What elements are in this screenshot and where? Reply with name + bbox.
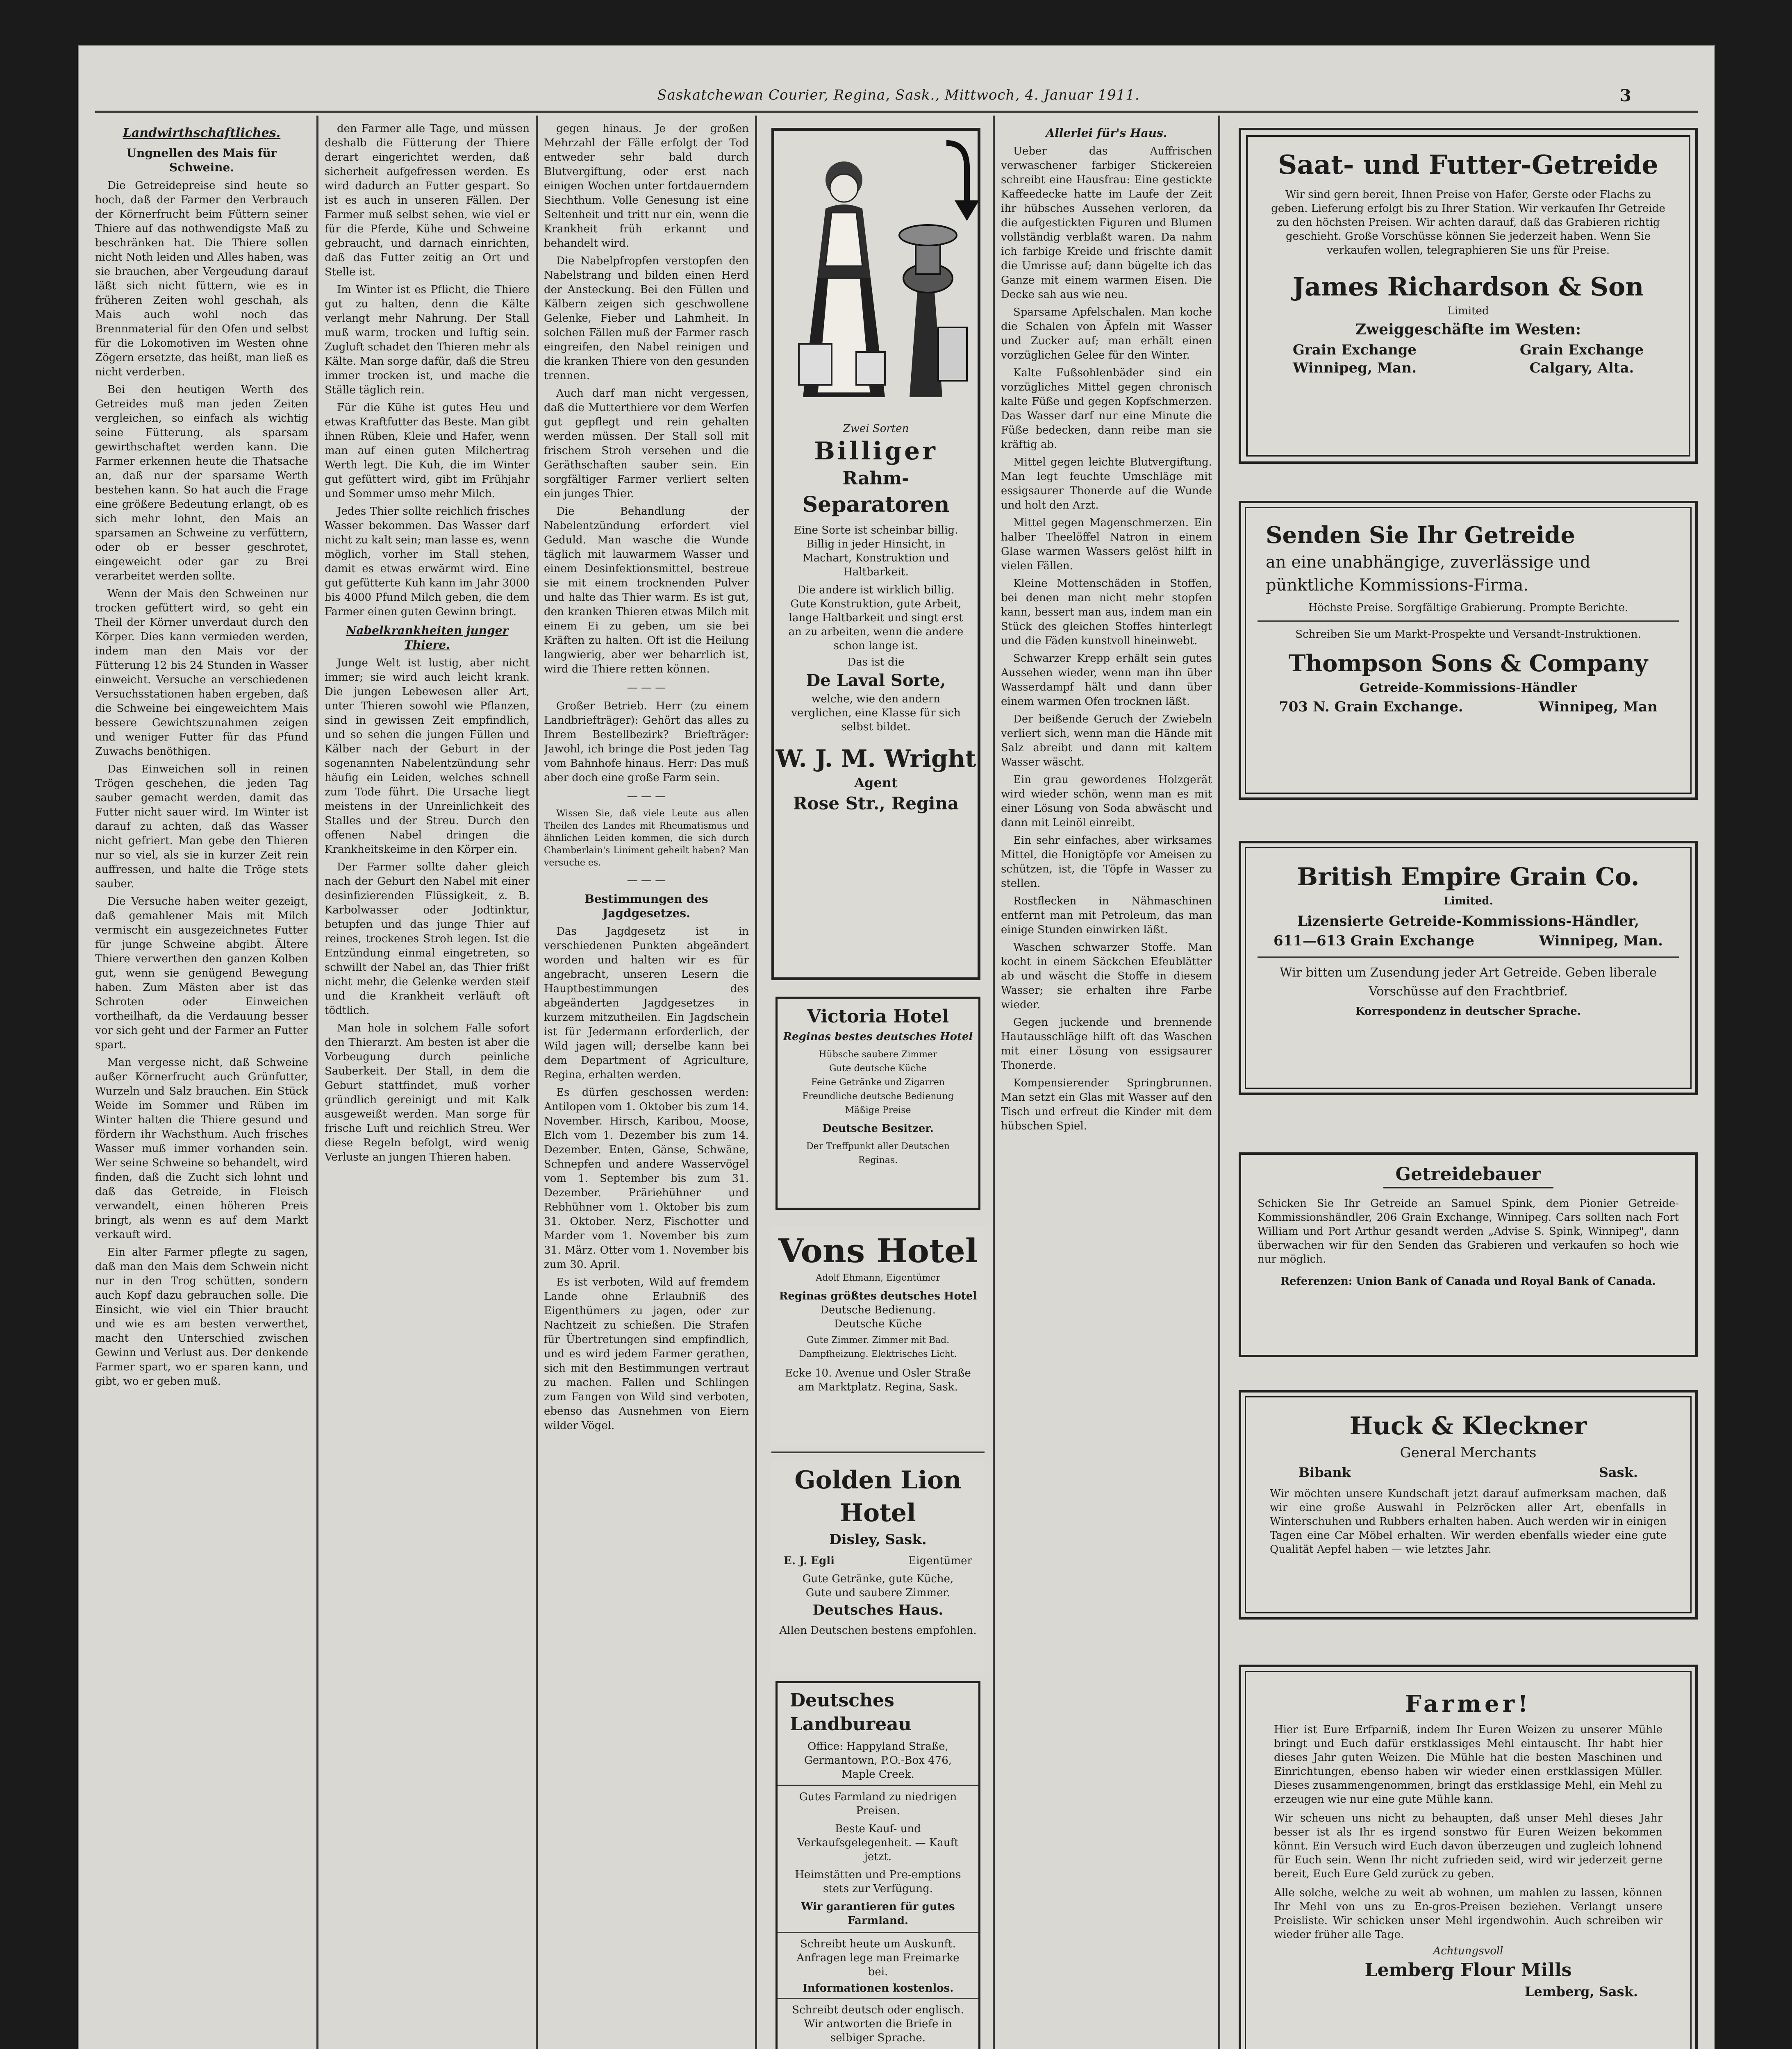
ad-headline: Farmer! <box>1405 1690 1531 1717</box>
column-rule <box>993 116 995 2049</box>
thompson-ad <box>1239 501 1698 800</box>
ad-text: Zweiggeschäfte im Westen: <box>1355 321 1581 338</box>
paragraph: Es ist verboten, Wild auf fremdem Lande ohne Erlaubniß des Eigenthümers zu jagen, oder zur Nachtzeit zu schießen. Die Strafen für Übertretungen sind empfindlich, und es wird jedem Farmer gerathen, sich mit den Bestimmungen vertraut zu machen. Fallen und Schlingen zum Fangen von Wild sind verboten, ebenso das Ausnehmen von Eiern wilder Vögel. <box>544 1276 749 1432</box>
address-line <box>1241 696 1695 718</box>
ad-address: Office: Happyland Straße, Germantown, P.O.-Box 476, Maple Creek. <box>804 1740 952 1781</box>
divider: — — — <box>627 681 666 694</box>
ad-place: Lemberg, Sask. <box>1524 1984 1638 1999</box>
ad-owner: Deutsche Besitzer. <box>822 1122 934 1135</box>
paragraph: Kleine Mottenschäden in Stoffen, bei denen man nicht mehr stopfen kann, bessert man aus, indem man ein Stück des gleichen Stoffes hinterlegt und die Fäden kunstvoll hineinwebt. <box>1001 577 1212 647</box>
ad-headline: Landbureau <box>790 1714 912 1735</box>
ad-text: Wir möchten unsere Kundschaft jetzt darauf aufmerksam machen, daß wir eine große Auswahl in Pelzröcken aller Art, ebenfalls in Winterschuhen und Rubbers erhalten haben. Auch werden wir in einigen Tagen eine Car Möbel erhalten. Wir werden ebenfalls wieder eine gute Qualität Aepfel haben — wie letztes Jahr. <box>1270 1488 1667 1556</box>
ad-firm: Lemberg Flour Mills <box>1364 1960 1572 1981</box>
paragraph: Der beißende Geruch der Zwiebeln verliert sich, wenn man die Hände mit Salz abreibt und dann mit kaltem Wasser wäscht. <box>1001 713 1212 768</box>
paragraph: Wenn der Mais den Schweinen nur trocken gefüttert wird, so geht ein Theil der Körner unverdaut durch den Körper. Dies kann vermieden werden, indem man den Mais vor der Fütterung 12 bis 24 Stunden in Wasser einweicht. Versuche an verschiedenen Versuchsstationen haben ergeben, daß die Schweine bei eingeweichtem Mais bessere Gewichtszunahmen zeigen und weniger Futter für das Pfund Zuwachs benöthigen. <box>95 588 308 758</box>
column-rule <box>1218 116 1220 2049</box>
branch-line: Grain Exchange <box>1519 342 1644 358</box>
address-line <box>1241 931 1695 951</box>
ad-address: Winnipeg, Man. <box>1539 933 1663 949</box>
divider <box>778 1998 978 1999</box>
paragraph: Gegen juckende und brennende Hautausschläge hilft oft das Waschen mit einer Lösung von essigsaurer Thonerde. <box>1001 1016 1212 1072</box>
article-column-5 <box>1001 122 1212 2049</box>
branch-calgary <box>1520 341 1644 377</box>
masthead-rule <box>95 111 1698 113</box>
divider: — — — <box>627 790 666 802</box>
anecdote: Großer Betrieb. Herr (zu einem Landbriefträger): Gehört das alles zu Ihrem Bestellbezirk? Briefträger: Jawohl, ich bringe die Post jeden Tag vom Bahnhofe hinaus. Herr: Das muß aber doch eine große Farm sein. <box>544 700 749 784</box>
ad-brand: De Laval Sorte, <box>806 671 946 690</box>
ad-address: Rose Str., Regina <box>793 793 959 813</box>
ad-text: an eine unabhängige, zuverlässige und pünktliche Kommissions-Firma. <box>1266 553 1591 595</box>
article-column-1 <box>95 122 308 2049</box>
paragraph: Sparsame Apfelschalen. Man koche die Schalen von Äpfeln mit Wasser und Zucker auf; man erhält einen vorzüglichen Gelee für den Winter. <box>1001 306 1212 361</box>
paragraph: Der Farmer sollte daher gleich nach der Geburt den Nabel mit einer desinfizierenden Flüssigkeit, z. B. Karbolwasser oder Jodtinktur, betupfen und das junge Thier auf reines, trockenes Stroh legen. Ist die Entzündung einmal eingetreten, so schwillt der Nabel an, das Thier frißt nicht mehr, die Gelenke werden steif und die Krankheit verläuft oft tödtlich. <box>325 861 530 1017</box>
paragraph: Auch darf man nicht vergessen, daß die Mutterthiere vor dem Werfen gut gepflegt und rein gehalten werden müssen. Der Stall soll mit frischem Stroh versehen und die Geräthschaften sauber sein. Ein sorgfältiger Farmer verliert selten ein junges Thier. <box>544 387 749 500</box>
ad-text: Schreibt deutsch oder englisch. Wir antworten die Briefe in selbiger Sprache. <box>792 2004 964 2044</box>
divider <box>771 1452 985 1453</box>
branch-winnipeg <box>1293 341 1417 377</box>
ad-text: Wir sind gern bereit, Ihnen Preise von Hafer, Gerste oder Flachs zu geben. Lieferung erfolgt bis zu Ihrer Station. Wir verkaufen Ihr Getreide zu den höchsten Preisen. Wir achten darauf, daß das Grabieren richtig geschieht. Große Vorschüsse können Sie jederzeit haben. Wenn Sie verkaufen wollen, telegraphieren Sie uns für Preise. <box>1271 189 1665 257</box>
ad-headline: Victoria Hotel <box>807 1006 949 1027</box>
owner-line <box>771 1550 985 1568</box>
ad-subheading: Reginas bestes deutsches Hotel <box>783 1031 973 1043</box>
ad-text: Korrespondenz in deutscher Sprache. <box>1355 1005 1581 1018</box>
ad-headline: Vons Hotel <box>778 1231 978 1270</box>
paragraph: gegen hinaus. Je der großen Mehrzahl der Fälle erfolgt der Tod entweder sehr bald durch Blutvergiftung, oder erst nach einigen Wochen unter fortdauerndem Siechthum. Volle Genesung ist eine Seltenheit und tritt nur ein, wenn die Krankheit früh erkannt und behandelt wird. <box>544 123 749 250</box>
ad-text: Wir bitten um Zusendung jeder Art Getreide. Geben liberale Vorschüsse auf den Frachtbrief. <box>1279 965 1657 999</box>
branch-line: Winnipeg, Man. <box>1293 360 1417 376</box>
ad-place: Sask. <box>1599 1465 1638 1480</box>
paragraph: Es dürfen geschossen werden: Antilopen vom 1. Oktober bis zum 14. November. Hirsch, Karibou, Moose, Elch vom 1. Dezember bis zum 14. Dezember. Enten, Gänse, Schwäne, Schnepfen und andere Wasservögel vom 1. September bis zum 31. Dezember. Präriehühner und Rebhühner vom 1. Oktober bis zum 31. Oktober. Nerz, Fischotter und Marder vom 1. November bis zum 31. März. Otter vom 1. November bis zum 30. April. <box>544 1086 749 1271</box>
ad-text: Gutes Farmland zu niedrigen Preisen. <box>799 1791 957 1817</box>
ad-text: Gute Getränke, gute Küche, <box>802 1573 954 1585</box>
column-rule <box>755 116 757 2049</box>
divider <box>1258 956 1679 958</box>
ad-text: Anfragen lege man Freimarke bei. <box>796 1952 960 1978</box>
article-column-3 <box>544 122 749 2049</box>
golden-lion-hotel-ad <box>771 1460 985 1673</box>
ad-headline: Getreidebauer <box>1383 1162 1553 1188</box>
ad-headline: Rahm- <box>842 468 910 489</box>
ad-owner-role: Eigentümer <box>908 1555 972 1567</box>
ad-text: welche, wie den andern verglichen, eine Klasse für sich selbst bildet. <box>791 693 961 733</box>
paragraph: Mittel gegen Magenschmerzen. Ein halber Theelöffel Natron in einem Glase warmen Wassers gelöst hilft in vielen Fällen. <box>1001 517 1212 572</box>
masthead: Saskatchewan Courier, Regina, Sask., Mittwoch, 4. Januar 1911. <box>657 87 1140 103</box>
ad-text: Gute deutsche Küche <box>829 1063 927 1074</box>
separator-ad <box>771 128 980 980</box>
ad-headline: Deutsches <box>790 1690 894 1711</box>
huck-kleckner-ad <box>1239 1390 1698 1620</box>
paragraph: Waschen schwarzer Stoffe. Man kocht in einem Säckchen Efeublätter ab und wäscht die Stoffe in diesem Wasser; sie erhalten ihre Farbe wieder. <box>1001 941 1212 1011</box>
ad-owner: Adolf Ehmann, Eigentümer <box>816 1273 940 1283</box>
ad-text: Alle solche, welche zu weit ab wohnen, um mahlen zu lassen, können Ihr Mehl von uns zu En-gros-Preisen beziehen. Verlangt unsere Preisliste. Wir schicken unser Mehl irgendwohin. Auch schreiben wir wieder früher alle Tage. <box>1274 1887 1662 1941</box>
article-title: Ungnellen des Mais für Schweine. <box>126 146 277 174</box>
ad-text: Limited. <box>1443 895 1493 907</box>
getreidebauer-ad <box>1239 1152 1698 1357</box>
ad-text: Mäßige Preise <box>845 1105 911 1115</box>
ad-headline: Saat- und Futter-Getreide <box>1278 150 1658 180</box>
paragraph: Ein grau gewordenes Holzgerät wird wieder schön, wenn man es mit einer Lösung von Soda abwäscht und dann mit Leinöl einreibt. <box>1001 774 1212 829</box>
paragraph: Mittel gegen leichte Blutvergiftung. Man legt feuchte Umschläge mit essigsaurer Thonerde auf die Wunde und holt den Arzt. <box>1001 456 1212 511</box>
divider <box>778 1932 978 1933</box>
paragraph: Jedes Thier sollte reichlich frisches Wasser bekommen. Das Wasser darf nicht zu kalt sein; man lasse es, wenn möglich, vorher im Stall stehen, damit es etwas erwärmt wird. Eine gut gefütterte Kuh kann im Jahr 3000 bis 4000 Pfund Milch geben, die dem Farmer einen guten Gewinn bringt. <box>325 505 530 618</box>
paragraph: Die Behandlung der Nabelentzündung erfordert viel Geduld. Man wasche die Wunde täglich mit lauwarmem Wasser und einem Desinfektionsmittel, bestreue sie mit einem trocknenden Pulver und halte das Thier warm. Es ist gut, den kranken Thieren etwas Milch mit einem Ei zu geben, um sie bei Kräften zu halten. Oft ist die Heilung langwierig, aber wer beharrlich ist, wird die Thiere retten können. <box>544 505 749 675</box>
ad-address: Winnipeg, Man <box>1538 699 1658 715</box>
ad-text: Die andere ist wirklich billig. Gute Konstruktion, gute Arbeit, lange Haltbarkeit und singt erst an zu arbeiten, wenn die andere schon lange ist. <box>788 584 964 652</box>
ad-text: Limited <box>1447 305 1489 317</box>
ad-text: Schreiben Sie um Markt-Prospekte und Versandt-Instruktionen. <box>1295 628 1641 641</box>
article-subheading: Nabelkrankheiten junger Thiere. <box>346 624 509 652</box>
branch-line: Calgary, Alta. <box>1529 360 1634 376</box>
paragraph: Das Einweichen soll in reinen Trögen geschehen, die jeden Tag sauber gemacht werden, damit das Futter nicht sauer wird. Im Winter ist darauf zu achten, daß das Wasser nicht gefriert. Man gebe den Thieren nur so viel, als sie in kurzer Zeit rein auffressen, und halte die Tröge stets sauber. <box>95 763 308 890</box>
ad-address: 703 N. Grain Exchange. <box>1279 699 1463 715</box>
paragraph: Junge Welt ist lustig, aber nicht immer; sie wird auch leicht krank. Die jungen Lebewesen aller Art, unter Thieren sowohl wie Pflanzen, sind in gewissen Zeit empfindlich, und so sehen die jungen Füllen und Kälber nach der Geburt in der sogenannten Nabelentzündung sehr häufig ein Leiden, welches schnell zum Tode führt. Die Ursache liegt meistens in der Unreinlichkeit des Stalles und der Streu. Durch den offenen Nabel dringen die Krankheitskeime in den Körper ein. <box>325 657 530 856</box>
ad-firm: British Empire Grain Co. <box>1297 863 1640 891</box>
ad-firm: Thompson Sons & Company <box>1288 650 1648 677</box>
ad-kicker: Zwei Sorten <box>843 423 909 435</box>
ad-text: Feine Getränke und Zigarren <box>811 1077 945 1088</box>
paragraph: Die Versuche haben weiter gezeigt, daß gemahlener Mais mit Milch vermischt ein ausgezeichnetes Futter für junge Schweine abgibt. Ältere Thiere verwerthen den ganzen Kolben gut, wenn sie genügend Bewegung haben. Zum Mästen aber ist das Schroten oder Einweichen vortheilhaft, da die Verdauung besser vor sich geht und der Farmer an Futter spart. <box>95 895 308 1051</box>
woman-separator-illustration <box>774 131 978 418</box>
ad-text: Deutsche Bedienung. <box>820 1304 936 1316</box>
column-rule <box>316 116 318 2049</box>
ad-text: Achtungsvoll <box>1433 1945 1503 1957</box>
ad-owner: E. J. Egli <box>784 1555 835 1567</box>
ad-text: Allen Deutschen bestens empfohlen. <box>779 1624 977 1637</box>
paragraph: Ueber das Auffrischen verwaschener farbiger Stickereien schreibt eine Hausfrau: Eine gestickte Kaffeedecke hatte im Laufe der Zeit ihr hübsches Aussehen verloren, da die aufgestickten Figuren und Blumen vollständig verblaßt waren. Da nahm ich farbige Kreide und frischte damit die Umrisse auf; dann bügelte ich das Ganze mit einem warmen Eisen. Die Decke sah aus wie neu. <box>1001 145 1212 301</box>
ad-text: Freundliche deutsche Bedienung <box>802 1091 954 1102</box>
branch-list <box>1241 341 1695 377</box>
ad-address: Ecke 10. Avenue und Osler Straße am Marktplatz. Regina, Sask. <box>785 1367 971 1393</box>
ad-text: Referenzen: Union Bank of Canada und Royal Bank of Canada. <box>1280 1275 1656 1288</box>
victoria-hotel-ad <box>775 997 980 1210</box>
ad-text: Heimstätten und Pre-emptions stets zur Verfügung. <box>795 1869 961 1895</box>
ad-headline: Senden Sie Ihr Getreide <box>1266 522 1576 549</box>
section-heading: Landwirthschaftliches. <box>123 126 281 140</box>
paragraph: Bei den heutigen Werth des Getreides muß man jeden Zeiten vergleichen, so einfach als wichtig seine Fütterung, als sparsam gewirthschaftet werden kann. Die Farmer erkennen heute die Thatsache an, daß nur der sparsame Werth bestehen kann. So hat auch die Frage eine größere Bedeutung erlangt, ob es sich mehr lohnt, den Mais an sparsamen an Schweine zu verfüttern, oder ob er besser geschrotet, eingeweicht oder gar zu Brei verarbeitet werden sollte. <box>95 384 308 582</box>
ad-text: Wir garantieren für gutes Farmland. <box>801 1901 955 1927</box>
paragraph: Ein alter Farmer pflegte zu sagen, daß man den Mais dem Schwein nicht nur in den Trog schütten, sondern auch Kopf dazu gebrauchen solle. Die Einsicht, wie viel ein Thier braucht und wie es am besten verwerthet, macht den Unterschied zwischen Gewinn und Verlust aus. Der denkende Farmer spart, wo er sparen kann, und gibt, wo er geben muß. <box>95 1246 308 1388</box>
paragraph: Kalte Fußsohlenbäder sind ein vorzügliches Mittel gegen chronisch kalte Füße und gegen Kopfschmerzen. Das Wasser darf nur eine Minute die Füße bedecken, dann reibe man sie kräftig ab. <box>1001 367 1212 451</box>
paragraph: Das Jagdgesetz ist in verschiedenen Punkten abgeändert worden und halten wir es für angebracht, unseren Lesern die Hauptbestimmungen des abgeänderten Jagdgesetzes in kurzem mitzutheilen. Ein Jagdschein ist für Jedermann erforderlich, der Wild jagen will; derselbe kann bei dem Department of Agriculture, Regina, erhalten werden. <box>544 925 749 1081</box>
ad-text: Deutsches Haus. <box>812 1602 944 1618</box>
landbureau-ad <box>775 1681 980 2049</box>
paragraph: Ein sehr einfaches, aber wirksames Mittel, die Honigtöpfe vor Ameisen zu schützen, ist, die Töpfe in Wasser zu stellen. <box>1001 834 1212 890</box>
paragraph: Die Getreidepreise sind heute so hoch, daß der Farmer den Verbrauch der Körnerfrucht beim Füttern seiner Thiere auf das nothwendigste Maß zu beschränken hat. Die Thiere sollen nicht Noth leiden und Alles haben, was sie brauchen, aber Vergeudung darauf läßt sich nicht füttern, wie es in früheren Zeiten wohl geschah, als Mais auch wohl noch das Brennmaterial für den Ofen und selbst für die Lokomotiven im Westen ohne Zögern ersetzte, das heißt, man ließ es nicht verderben. <box>95 179 308 378</box>
ad-firm: James Richardson & Son <box>1292 272 1644 302</box>
ad-agent-name: W. J. M. Wright <box>775 745 976 772</box>
ad-text: Hier ist Eure Erfparniß, indem Ihr Euren Weizen zu unserer Mühle bringt und Euch dafür erstklassiges Mehl eintauscht. Ihr habt hier dieses Jahr guten Weizen. Die Mühle hat die besten Maschinen und Einrichtungen, ebenso haben wir wieder einen erstklassigen Müller. Dieses zusammengenommen, bringt das erstklassige Mehl, ein Mehl zu erzeugen wie nur eine gute Mühle kann. <box>1274 1724 1662 1806</box>
ad-headline: Separatoren <box>802 492 950 517</box>
paragraph: den Farmer alle Tage, und müssen deshalb die Fütterung der Thiere derart eingerichtet werden, daß sicherheit aufgefressen werden. Es wird dadurch an Futter gespart. So ist es auch in unseren Fällen. Der Farmer muß selbst sehen, wie viel er für die Pferde, Kühe und Schweine gebraucht, und darnach einrichten, daß das Futter zeitig an Ort und Stelle ist. <box>325 123 530 278</box>
page-number: 3 <box>1620 86 1631 105</box>
ad-text: Getreide-Kommissions-Händler <box>1359 681 1577 695</box>
ad-text: Gute und saubere Zimmer. <box>805 1587 951 1599</box>
ad-headline: Golden Lion Hotel <box>794 1466 962 1527</box>
ad-place: Disley, Sask. <box>829 1531 927 1548</box>
article-title: Allerlei für's Haus. <box>1046 126 1167 140</box>
article-subheading: Bestimmungen des Jagdgesetzes. <box>584 892 708 920</box>
paragraph: Man hole in solchem Falle sofort den Thierarzt. Am besten ist aber die Vorbeugung durch peinliche Sauberkeit. Der Stall, in dem die Geburt stattfindet, muß vorher gründlich gereinigt und mit Kalk ausgeweißt werden. Man sorge für frische Luft und reichlich Streu. Wer diese Regeln befolgt, wird wenig Verluste an jungen Thieren haben. <box>325 1022 530 1163</box>
ad-text: Das ist die <box>847 656 905 668</box>
paragraph: Im Winter ist es Pflicht, die Thiere gut zu halten, denn die Kälte verlangt mehr Nahrung. Der Stall muß warm, trocken und luftig sein. Zugluft schadet den Thieren mehr als Kälte. Man sorge dafür, daß die Streu immer trocken ist, und mache die Ställe täglich rein. <box>325 284 530 396</box>
ad-text: General Merchants <box>1400 1445 1537 1461</box>
divider <box>1258 620 1679 622</box>
paragraph: Rostflecken in Nähmaschinen entfernt man mit Petroleum, das man einige Stunden einwirken läßt. <box>1001 895 1212 936</box>
ad-text: Eine Sorte ist scheinbar billig. Billig in jeder Hinsicht, in Machart, Konstruktion und Haltbarkeit. <box>794 524 958 578</box>
ad-text: Wir scheuen uns nicht zu behaupten, daß unser Mehl dieses Jahr besser ist als Ihr es irgend sonstwo für Euren Weizen bekommen könnt. Ein Versuch wird Euch davon überzeugen und zugleich lohnend für Euch sein. Wenn Ihr nicht zufrieden seid, wird wir jederzeit gerne bereit, Euch Eure Geld zurück zu geben. <box>1274 1812 1662 1880</box>
ad-firm: Huck & Kleckner <box>1349 1412 1587 1440</box>
paragraph: Schwarzer Krepp erhält sein gutes Aussehen wieder, wenn man ihn über Wasserdampf hält und dann über einem warmen Ofen trocknen läßt. <box>1001 652 1212 708</box>
ad-headline: Billiger <box>814 437 938 466</box>
notice: Wissen Sie, daß viele Leute aus allen Theilen des Landes mit Rheumatismus und ähnlichen Leiden kommen, die sich durch Chamberlain's Liniment geheilt haben? Man versuche es. <box>544 809 749 868</box>
paragraph: Kompensierender Springbrunnen. Man setzt ein Glas mit Wasser auf den Tisch und erfreut die Kinder mit dem hübschen Spiel. <box>1001 1077 1212 1132</box>
paragraph: Für die Kühe ist gutes Heu und etwas Kraftfutter das Beste. Man gibt ihnen Rüben, Kleie und Hafer, wenn man auf einen guten Milchertrag Werth legt. Die Kuh, die im Winter gut gefüttert wird, gibt im Frühjahr und Sommer umso mehr Milch. <box>325 402 530 500</box>
location-line <box>1241 1462 1695 1483</box>
ad-text: Deutsche Küche <box>834 1318 922 1330</box>
ad-text: Gute Zimmer. Zimmer mit Bad. Dampfheizung. Elektrisches Licht. <box>799 1335 957 1359</box>
ad-text: Beste Kauf- und Verkaufsgelegenheit. — Kauft jetzt. <box>797 1823 959 1863</box>
ad-address: 611—613 Grain Exchange <box>1274 933 1475 949</box>
ad-text: Lizensierte Getreide-Kommissions-Händler, <box>1297 913 1640 929</box>
branch-line: Grain Exchange <box>1292 342 1417 358</box>
ad-subheading: Reginas größtes deutsches Hotel <box>779 1290 977 1302</box>
divider: — — — <box>627 874 666 886</box>
vons-hotel-ad <box>771 1226 985 1447</box>
ad-text: Höchste Preise. Sorgfältige Grabierung. Prompte Berichte. <box>1308 602 1628 614</box>
richardson-ad <box>1239 128 1698 464</box>
lemberg-flour-ad <box>1239 1665 1698 2049</box>
ad-text: Informationen kostenlos. <box>802 1982 954 1994</box>
column-rule <box>536 116 538 2049</box>
british-empire-ad <box>1239 841 1698 1095</box>
ad-text: Hübsche saubere Zimmer <box>819 1049 937 1060</box>
ad-text: Schreibt heute um Auskunft. <box>800 1938 956 1950</box>
ad-text: Schicken Sie Ihr Getreide an Samuel Spink, dem Pionier Getreide-Kommissionshändler, 206 Grain Exchange, Winnipeg. Cars sollten nach Fort William und Port Arthur gesandt werden „Advise S. Spink, Winnipeg", dann überwachen wir für den Senden das Grabieren und verkaufen so hoch wie nur möglich. <box>1258 1197 1679 1265</box>
paragraph: Die Nabelpfropfen verstopfen den Nabelstrang und bilden einen Herd der Ansteckung. Bei den Füllen und Kälbern zeigen sich geschwollene Gelenke, Fieber und Lahmheit. In solchen Fällen muß der Farmer rasch eingreifen, den Nabel reinigen und die kranken Thiere von den gesunden trennen. <box>544 255 749 382</box>
ad-agent-role: Agent <box>854 775 898 791</box>
newspaper-page <box>78 45 1715 2049</box>
article-column-2 <box>325 122 530 2049</box>
divider <box>778 1785 978 1786</box>
paragraph: Man vergesse nicht, daß Schweine außer Körnerfrucht auch Grünfutter, Wurzeln und Salz brauchen. Ein Stück Weide im Sommer und Rüben im Winter halten die Thiere gesund und fördern ihr Wachsthum. Auch frisches Wasser muß immer vorhanden sein. Wer seine Schweine so behandelt, wird finden, daß die Zucht sich lohnt und daß das Getreide, in Fleisch verwandelt, einen höheren Preis bringt, als wenn es auf dem Markt verkauft wird. <box>95 1056 308 1241</box>
ad-text: Der Treffpunkt aller Deutschen Reginas. <box>806 1141 950 1165</box>
ad-place: Bibank <box>1299 1465 1351 1480</box>
